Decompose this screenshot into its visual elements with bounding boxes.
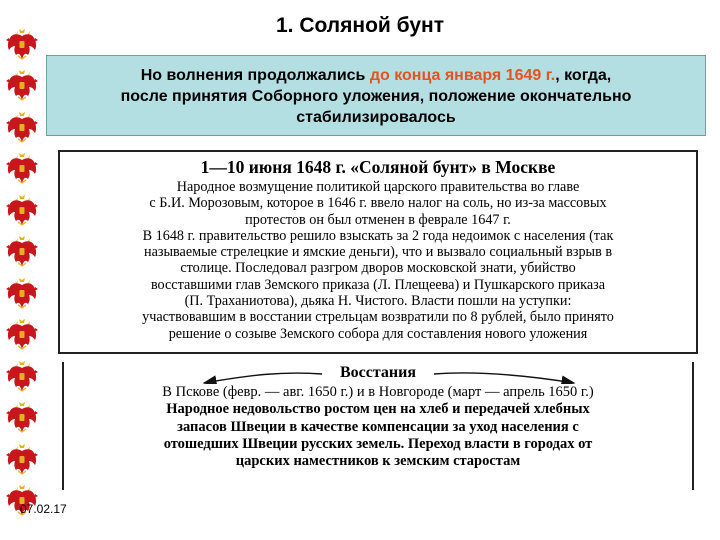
salt-riot-line: участвовавшим в восстании стрельцам возвратили по 8 рублей, было принято	[142, 309, 614, 326]
salt-riot-line: называемые стрелецкие и ямские деньги), что и вызвало социальный взрыв в	[143, 244, 613, 261]
salt-riot-line: восставшими глав Земского приказа (Л. Плещеева) и Пушкарского приказа	[150, 276, 606, 293]
uprisings-line: В Пскове (февр. — авг. 1650 г.) и в Новгороде (март — апрель 1650 г.)	[162, 384, 594, 400]
double-headed-eagle-icon	[5, 194, 39, 228]
double-headed-eagle-icon	[5, 318, 39, 352]
salt-riot-line: столице. Последовал разгром дворов московской знати, убийство	[180, 260, 576, 277]
callout-line3: стабилизировалось	[296, 109, 456, 126]
callout-text-part1: Но волнения продолжались	[140, 67, 370, 84]
salt-riot-line: решение о созыве Земского собора для составления нового уложения	[168, 325, 588, 342]
double-headed-eagle-icon	[5, 235, 39, 269]
salt-riot-line: В 1648 г. правительство решило взыскать за 2 года недоимок с населения (так	[142, 227, 614, 244]
double-headed-eagle-icon	[5, 111, 39, 145]
uprisings-line: Народное недовольство ростом цен на хлеб и передачей хлебных	[166, 401, 590, 418]
salt-riot-line: с Б.И. Морозовым, которое в 1646 г. ввело налог на соль, но из-за массовых	[149, 195, 607, 212]
salt-riot-line: протестов он был отменен в феврале 1647 г.	[245, 211, 511, 228]
double-headed-eagle-icon	[5, 360, 39, 394]
uprisings-header-row	[64, 362, 692, 384]
slide-date: 07.02.17	[20, 502, 67, 516]
slide-title: 1. Соляной бунт	[275, 14, 444, 37]
double-headed-eagle-icon	[5, 277, 39, 311]
double-headed-eagle-icon	[5, 443, 39, 477]
eagle-border	[0, 28, 44, 518]
callout-line2: после принятия Соборного уложения, положение окончательно	[120, 88, 632, 105]
salt-riot-box	[58, 150, 698, 354]
uprisings-box	[62, 362, 694, 490]
uprisings-line: царских наместников к земским старостам	[235, 453, 521, 470]
uprisings-heading: Восстания	[339, 364, 417, 381]
salt-riot-line: Народное возмущение политикой царского правительства во главе	[176, 179, 580, 195]
salt-riot-heading: 1—10 июня 1648 г. «Соляной бунт» в Москве	[200, 157, 556, 177]
callout-highlight: до конца января 1649 г.	[369, 67, 556, 84]
callout-text-part2: , когда,	[555, 67, 612, 84]
double-headed-eagle-icon	[5, 152, 39, 186]
salt-riot-line: (П. Траханиотова), дьяка Н. Чистого. Власти пошли на уступки:	[184, 293, 572, 310]
uprisings-line: запасов Швеции в качестве компенсации за уход населения с	[177, 418, 579, 435]
uprisings-line: отошедших Швеции русских земель. Переход власти в городах от	[163, 435, 593, 452]
double-headed-eagle-icon	[5, 401, 39, 435]
callout-box	[46, 55, 706, 136]
double-headed-eagle-icon	[5, 69, 39, 103]
